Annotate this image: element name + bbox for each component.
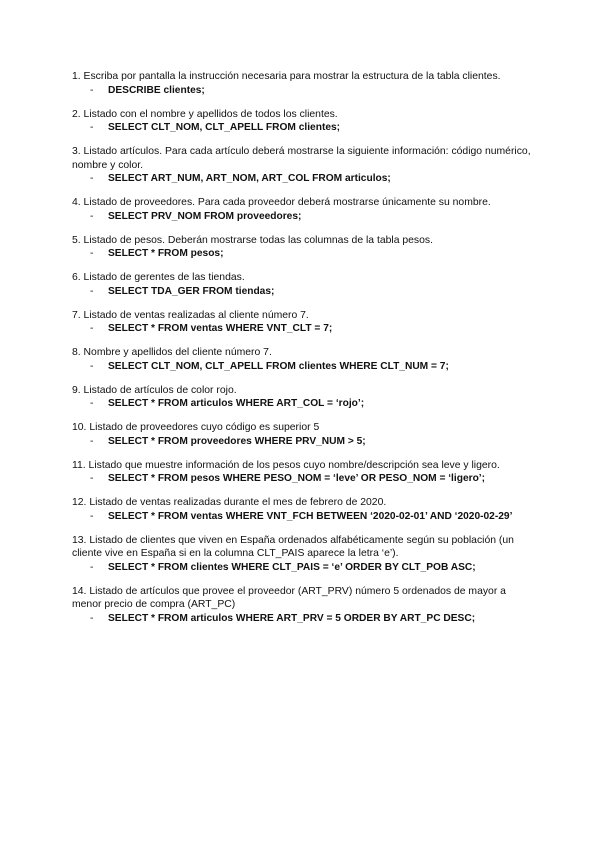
list-bullet: - [90, 612, 94, 624]
exercise-question: 12. Listado de ventas realizadas durante el mes de febrero de 2020. [72, 497, 387, 508]
exercise-question: 9. Listado de artículos de color rojo. [72, 384, 237, 396]
list-bullet: - [90, 435, 94, 447]
list-bullet: - [90, 210, 94, 222]
exercise-answer [72, 172, 532, 186]
exercise-answer [72, 247, 532, 261]
list-bullet: - [90, 360, 94, 372]
exercise-question: 1. Escriba por pantalla la instrucción necesaria para mostrar la estructura de la tabla clientes. [72, 71, 501, 82]
exercise-question: 14. Listado de artículos que provee el proveedor (ART_PRV) número 5 ordenados de mayor a menor precio de compra (ART_PC) [72, 585, 506, 610]
exercise-question: 7. Listado de ventas realizadas al cliente número 7. [72, 309, 309, 321]
list-bullet: - [90, 323, 94, 334]
exercise-question: 11. Listado que muestre información de los pesos cuyo nombre/descripción sea leve y ligero. [72, 459, 500, 471]
exercise-item [72, 384, 532, 411]
exercise-answer [72, 84, 532, 98]
exercise-question: 3. Listado artículos. Para cada artículo deberá mostrarse la siguiente información: código numérico, nombre y color. [72, 146, 531, 171]
exercise-item [72, 534, 532, 575]
sql-statement: SELECT * FROM clientes WHERE CLT_PAIS = ‘e’ ORDER BY CLT_POB ASC; [108, 561, 476, 573]
exercise-question: 6. Listado de gerentes de las tiendas. [72, 272, 245, 283]
list-bullet: - [90, 248, 94, 259]
exercise-answer [72, 612, 532, 626]
list-bullet: - [90, 561, 94, 573]
sql-statement: SELECT * FROM pesos; [108, 248, 224, 259]
sql-statement: SELECT * FROM articulos WHERE ART_COL = ‘rojo’; [108, 398, 365, 409]
exercise-answer [72, 472, 532, 486]
exercise-question: 5. Listado de pesos. Deberán mostrarse todas las columnas de la tabla pesos. [72, 234, 433, 246]
exercise-document [72, 70, 532, 636]
sql-statement: SELECT PRV_NOM FROM proveedores; [108, 210, 302, 222]
exercise-item [72, 108, 532, 135]
exercise-item [72, 421, 532, 448]
exercise-item [72, 585, 532, 626]
exercise-item [72, 196, 532, 223]
sql-statement: DESCRIBE clientes; [108, 84, 205, 96]
exercise-item [72, 309, 532, 336]
exercise-question: 4. Listado de proveedores. Para cada proveedor deberá mostrarse únicamente su nombre. [72, 197, 491, 208]
sql-statement: SELECT * FROM ventas WHERE VNT_CLT = 7; [108, 323, 333, 334]
exercise-item [72, 145, 532, 186]
sql-statement: SELECT * FROM proveedores WHERE PRV_NUM > 5; [108, 435, 366, 447]
exercise-question: 10. Listado de proveedores cuyo código es superior 5 [72, 422, 320, 433]
sql-statement: SELECT * FROM ventas WHERE VNT_FCH BETWEEN ‘2020-02-01’ AND ‘2020-02-29’ [108, 510, 513, 522]
exercise-question: 13. Listado de clientes que viven en España ordenados alfabéticamente según su población (un cliente vive en España si en la columna CLT_PAIS aparece la letra ‘e’). [72, 534, 514, 559]
list-bullet: - [90, 398, 94, 409]
list-bullet: - [90, 84, 94, 96]
list-bullet: - [90, 473, 94, 484]
exercise-item [72, 70, 532, 97]
exercise-answer [72, 322, 532, 336]
exercise-answer [72, 360, 532, 374]
exercise-answer [72, 435, 532, 449]
sql-statement: SELECT ART_NUM, ART_NOM, ART_COL FROM articulos; [108, 173, 391, 184]
exercise-answer [72, 121, 532, 135]
list-bullet: - [90, 122, 94, 133]
exercise-item [72, 234, 532, 261]
exercise-item [72, 459, 532, 486]
exercise-question: 2. Listado con el nombre y apellidos de todos los clientes. [72, 108, 338, 120]
exercise-item [72, 346, 532, 373]
exercise-question: 8. Nombre y apellidos del cliente número 7. [72, 347, 272, 358]
sql-statement: SELECT CLT_NOM, CLT_APELL FROM clientes WHERE CLT_NUM = 7; [108, 360, 449, 372]
sql-statement: SELECT * FROM articulos WHERE ART_PRV = 5 ORDER BY ART_PC DESC; [108, 612, 476, 624]
list-bullet: - [90, 173, 94, 184]
sql-statement: SELECT * FROM pesos WHERE PESO_NOM = ‘leve’ OR PESO_NOM = ‘ligero’; [108, 473, 486, 484]
exercise-item [72, 271, 532, 298]
exercise-item [72, 496, 532, 523]
exercise-answer [72, 210, 532, 224]
exercise-answer [72, 285, 532, 299]
exercise-answer [72, 510, 532, 524]
exercise-answer [72, 397, 532, 411]
sql-statement: SELECT TDA_GER FROM tiendas; [108, 285, 275, 297]
list-bullet: - [90, 510, 94, 522]
exercise-answer [72, 561, 532, 575]
list-bullet: - [90, 285, 94, 297]
sql-statement: SELECT CLT_NOM, CLT_APELL FROM clientes; [108, 122, 341, 133]
